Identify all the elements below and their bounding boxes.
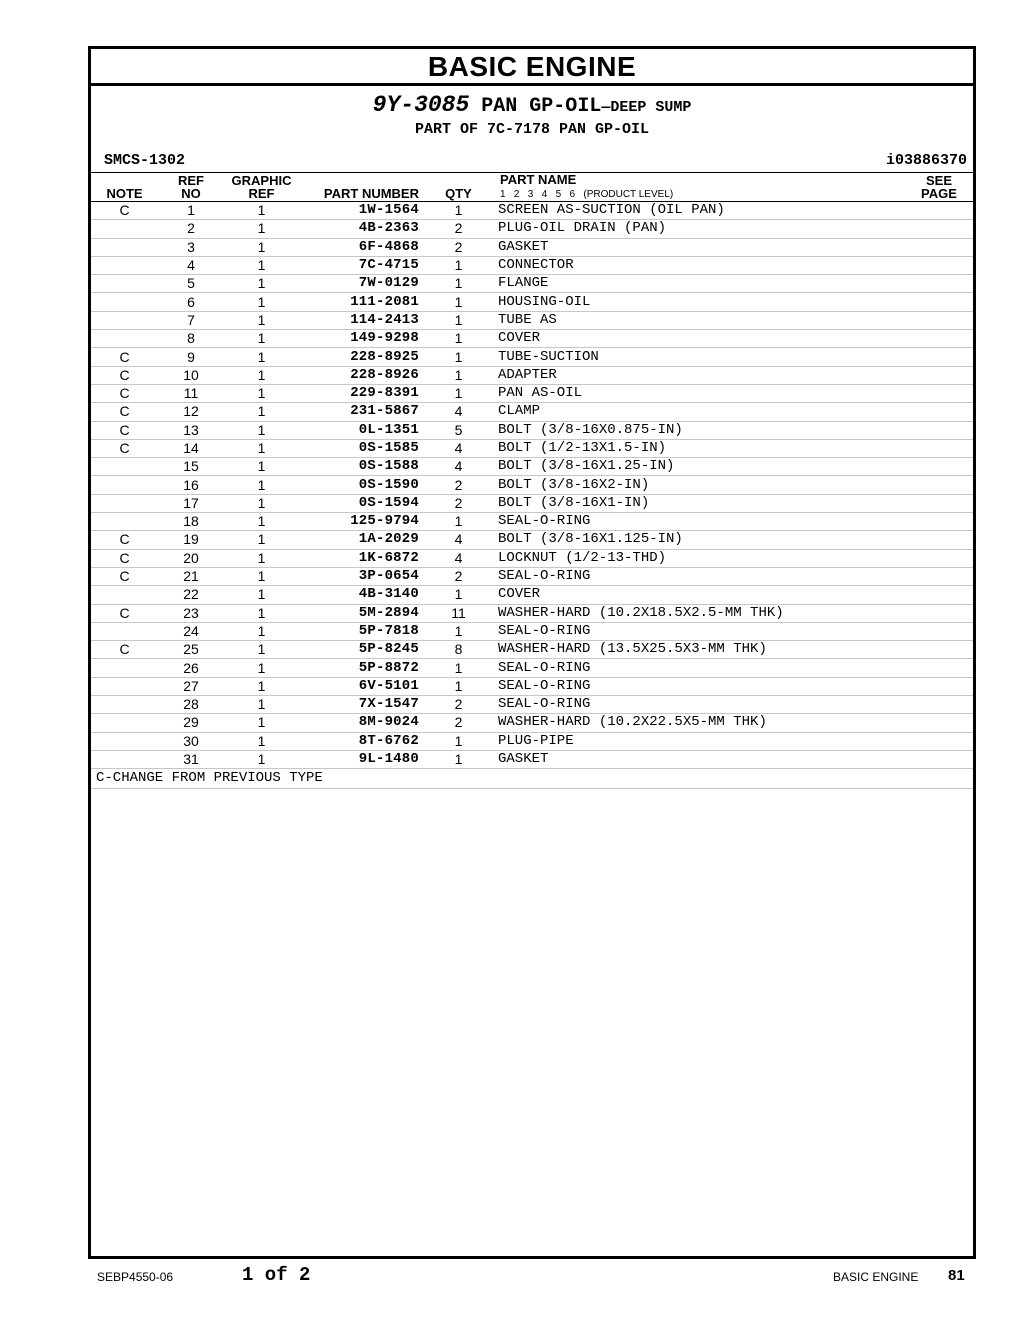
row-note: [91, 220, 158, 238]
group-suffix: —DEEP SUMP: [601, 99, 692, 116]
row-qty: 1: [419, 311, 498, 329]
col-graphic-ref-line2: REF: [248, 186, 275, 201]
row-note: [91, 750, 158, 768]
col-graphic-ref-line1: GRAPHIC: [231, 173, 292, 188]
row-ref-no: 31: [158, 750, 224, 768]
row-part-number: 231-5867: [299, 403, 419, 421]
row-ref-no: 22: [158, 586, 224, 604]
table-row: [91, 513, 973, 531]
row-ref-no: 4: [158, 256, 224, 274]
row-part-number: 1A-2029: [299, 531, 419, 549]
row-part-number: 8T-6762: [299, 732, 419, 750]
row-part-number: 228-8925: [299, 348, 419, 366]
row-note: C: [91, 348, 158, 366]
row-part-number: 0S-1590: [299, 476, 419, 494]
row-qty: 1: [419, 659, 498, 677]
row-ref-no: 5: [158, 275, 224, 293]
table-row: [91, 256, 973, 274]
table-row: [91, 348, 973, 366]
col-graphic-ref: [224, 174, 299, 200]
table-row: [91, 641, 973, 659]
row-qty: 1: [419, 732, 498, 750]
row-part-number: 0S-1594: [299, 494, 419, 512]
table-row: [91, 366, 973, 384]
row-ref-no: 30: [158, 732, 224, 750]
section-title-bar: [91, 49, 973, 86]
footer-doc-id: SEBP4550-06: [97, 1270, 174, 1284]
row-part-number: 7W-0129: [299, 275, 419, 293]
row-ref-no: 18: [158, 513, 224, 531]
col-note: NOTE: [106, 186, 143, 201]
row-part-name: BOLT (1/2-13X1.5-IN): [498, 439, 973, 457]
row-part-number: 5P-8872: [299, 659, 419, 677]
footer-section: BASIC ENGINE: [833, 1270, 919, 1284]
row-ref-no: 28: [158, 696, 224, 714]
row-ref-no: 6: [158, 293, 224, 311]
row-graphic-ref: 1: [224, 238, 299, 256]
row-graphic-ref: 1: [224, 677, 299, 695]
row-qty: 1: [419, 384, 498, 402]
row-part-number: 125-9794: [299, 513, 419, 531]
row-graphic-ref: 1: [224, 531, 299, 549]
row-part-number: 5P-8245: [299, 641, 419, 659]
row-part-name: BOLT (3/8-16X1-IN): [498, 494, 973, 512]
footnote: C-CHANGE FROM PREVIOUS TYPE: [91, 769, 973, 789]
row-part-number: 0S-1588: [299, 458, 419, 476]
row-qty: 1: [419, 275, 498, 293]
table-row: [91, 458, 973, 476]
group-part-name: PAN GP-OIL: [481, 95, 602, 118]
row-ref-no: 10: [158, 366, 224, 384]
row-qty: 2: [419, 238, 498, 256]
row-part-number: 4B-3140: [299, 586, 419, 604]
row-part-name: PLUG-OIL DRAIN (PAN): [498, 220, 973, 238]
table-row: [91, 549, 973, 567]
col-part-number: PART NUMBER: [323, 186, 419, 201]
row-part-name: GASKET: [498, 238, 973, 256]
row-part-number: 0S-1585: [299, 439, 419, 457]
row-part-name: WASHER-HARD (10.2X22.5X5-MM THK): [498, 714, 973, 732]
row-part-number: 1K-6872: [299, 549, 419, 567]
row-part-name: SEAL-O-RING: [498, 567, 973, 585]
table-row: [91, 586, 973, 604]
row-note: [91, 293, 158, 311]
table-row: [91, 403, 973, 421]
row-part-number: 3P-0654: [299, 567, 419, 585]
row-graphic-ref: 1: [224, 366, 299, 384]
table-row: [91, 330, 973, 348]
row-ref-no: 21: [158, 567, 224, 585]
row-ref-no: 29: [158, 714, 224, 732]
row-note: [91, 714, 158, 732]
row-part-name: WASHER-HARD (10.2X18.5X2.5-MM THK): [498, 604, 973, 622]
row-qty: 2: [419, 220, 498, 238]
table-row: [91, 732, 973, 750]
row-graphic-ref: 1: [224, 476, 299, 494]
row-note: C: [91, 403, 158, 421]
row-note: C: [91, 531, 158, 549]
row-graphic-ref: 1: [224, 421, 299, 439]
table-row: [91, 293, 973, 311]
row-part-name: CLAMP: [498, 403, 973, 421]
row-note: [91, 732, 158, 750]
table-row: [91, 659, 973, 677]
row-qty: 2: [419, 696, 498, 714]
row-note: [91, 476, 158, 494]
row-note: C: [91, 366, 158, 384]
row-note: [91, 238, 158, 256]
section-title: BASIC ENGINE: [427, 51, 637, 82]
row-graphic-ref: 1: [224, 696, 299, 714]
row-note: [91, 677, 158, 695]
row-graphic-ref: 1: [224, 220, 299, 238]
row-ref-no: 12: [158, 403, 224, 421]
row-ref-no: 16: [158, 476, 224, 494]
table-row: [91, 494, 973, 512]
row-qty: 1: [419, 750, 498, 768]
row-graphic-ref: 1: [224, 714, 299, 732]
row-part-name: BOLT (3/8-16X1.125-IN): [498, 531, 973, 549]
row-part-name: CONNECTOR: [498, 256, 973, 274]
row-graphic-ref: 1: [224, 622, 299, 640]
column-headers: [91, 173, 973, 202]
row-graphic-ref: 1: [224, 750, 299, 768]
row-qty: 11: [419, 604, 498, 622]
row-part-number: 9L-1480: [299, 750, 419, 768]
row-graphic-ref: 1: [224, 311, 299, 329]
row-graphic-ref: 1: [224, 275, 299, 293]
row-graphic-ref: 1: [224, 256, 299, 274]
row-part-number: 1W-1564: [299, 202, 419, 220]
row-qty: 2: [419, 494, 498, 512]
row-qty: 5: [419, 421, 498, 439]
col-see-page-line2: PAGE: [921, 186, 957, 201]
row-ref-no: 19: [158, 531, 224, 549]
table-row: [91, 202, 973, 220]
table-row: [91, 476, 973, 494]
table-row: [91, 238, 973, 256]
row-ref-no: 1: [158, 202, 224, 220]
row-part-name: LOCKNUT (1/2-13-THD): [498, 549, 973, 567]
row-qty: 2: [419, 714, 498, 732]
row-part-number: 111-2081: [299, 293, 419, 311]
row-note: [91, 622, 158, 640]
row-ref-no: 27: [158, 677, 224, 695]
row-qty: 1: [419, 330, 498, 348]
row-part-number: 6V-5101: [299, 677, 419, 695]
row-ref-no: 7: [158, 311, 224, 329]
row-ref-no: 9: [158, 348, 224, 366]
row-qty: 4: [419, 531, 498, 549]
footer-page-of: 1 of 2: [242, 1264, 311, 1286]
row-ref-no: 17: [158, 494, 224, 512]
col-ref-no-line1: REF: [178, 173, 204, 188]
row-part-name: SEAL-O-RING: [498, 622, 973, 640]
row-part-number: 7C-4715: [299, 256, 419, 274]
row-part-name: SEAL-O-RING: [498, 677, 973, 695]
row-ref-no: 3: [158, 238, 224, 256]
part-of-line: PART OF 7C-7178 PAN GP-OIL: [414, 121, 650, 138]
row-qty: 4: [419, 439, 498, 457]
table-row: [91, 622, 973, 640]
row-ref-no: 14: [158, 439, 224, 457]
row-qty: 2: [419, 476, 498, 494]
parts-list-frame: [88, 46, 976, 1259]
col-ref-no: [158, 174, 224, 200]
group-heading: [91, 86, 973, 150]
row-graphic-ref: 1: [224, 384, 299, 402]
page-footer: [0, 1262, 1020, 1292]
row-graphic-ref: 1: [224, 732, 299, 750]
row-graphic-ref: 1: [224, 202, 299, 220]
row-graphic-ref: 1: [224, 330, 299, 348]
row-graphic-ref: 1: [224, 567, 299, 585]
table-row: [91, 439, 973, 457]
table-row: [91, 421, 973, 439]
table-row: [91, 567, 973, 585]
row-part-number: 229-8391: [299, 384, 419, 402]
row-part-name: SEAL-O-RING: [498, 659, 973, 677]
row-note: [91, 586, 158, 604]
footer-page-number: 81: [948, 1267, 965, 1284]
row-part-name: FLANGE: [498, 275, 973, 293]
row-ref-no: 24: [158, 622, 224, 640]
group-title: [91, 86, 973, 121]
col-ref-no-line2: NO: [181, 186, 201, 201]
row-qty: 1: [419, 202, 498, 220]
row-note: [91, 330, 158, 348]
row-part-name: GASKET: [498, 750, 973, 768]
row-qty: 4: [419, 403, 498, 421]
col-qty: QTY: [445, 186, 472, 201]
row-part-name: COVER: [498, 330, 973, 348]
row-qty: 8: [419, 641, 498, 659]
row-note: [91, 696, 158, 714]
row-graphic-ref: 1: [224, 458, 299, 476]
table-row: [91, 604, 973, 622]
table-row: [91, 531, 973, 549]
row-ref-no: 23: [158, 604, 224, 622]
col-see-page: [911, 174, 967, 200]
col-part-name: [500, 173, 673, 201]
row-qty: 1: [419, 366, 498, 384]
row-part-number: 228-8926: [299, 366, 419, 384]
row-graphic-ref: 1: [224, 586, 299, 604]
row-qty: 1: [419, 586, 498, 604]
row-qty: 1: [419, 348, 498, 366]
row-note: [91, 494, 158, 512]
row-note: C: [91, 202, 158, 220]
row-note: C: [91, 604, 158, 622]
row-part-name: BOLT (3/8-16X2-IN): [498, 476, 973, 494]
row-part-name: BOLT (3/8-16X0.875-IN): [498, 421, 973, 439]
table-row: [91, 714, 973, 732]
row-qty: 1: [419, 622, 498, 640]
row-qty: 1: [419, 513, 498, 531]
row-qty: 1: [419, 256, 498, 274]
row-part-number: 7X-1547: [299, 696, 419, 714]
row-part-name: ADAPTER: [498, 366, 973, 384]
row-note: [91, 659, 158, 677]
row-part-name: TUBE-SUCTION: [498, 348, 973, 366]
row-note: C: [91, 439, 158, 457]
illustration-id: i03886370: [885, 152, 967, 169]
row-note: C: [91, 641, 158, 659]
row-qty: 1: [419, 293, 498, 311]
row-part-name: WASHER-HARD (13.5X25.5X3-MM THK): [498, 641, 973, 659]
row-part-number: 114-2413: [299, 311, 419, 329]
smcs-row: [91, 150, 973, 173]
row-part-number: 0L-1351: [299, 421, 419, 439]
row-part-name: PAN AS-OIL: [498, 384, 973, 402]
row-note: [91, 458, 158, 476]
parts-table: [91, 202, 973, 769]
row-qty: 1: [419, 677, 498, 695]
row-part-number: 5M-2894: [299, 604, 419, 622]
row-ref-no: 11: [158, 384, 224, 402]
row-part-name: PLUG-PIPE: [498, 732, 973, 750]
row-part-number: 8M-9024: [299, 714, 419, 732]
row-note: [91, 513, 158, 531]
row-part-name: HOUSING-OIL: [498, 293, 973, 311]
parts-table-body: [91, 202, 973, 769]
table-row: [91, 311, 973, 329]
row-ref-no: 26: [158, 659, 224, 677]
col-part-name-label: PART NAME: [500, 172, 577, 187]
row-part-name: SEAL-O-RING: [498, 696, 973, 714]
row-graphic-ref: 1: [224, 494, 299, 512]
row-ref-no: 25: [158, 641, 224, 659]
col-see-page-line1: SEE: [925, 173, 952, 188]
row-part-name: SCREEN AS-SUCTION (OIL PAN): [498, 202, 973, 220]
table-row: [91, 696, 973, 714]
row-part-name: TUBE AS: [498, 311, 973, 329]
table-row: [91, 750, 973, 768]
row-part-name: BOLT (3/8-16X1.25-IN): [498, 458, 973, 476]
row-note: [91, 275, 158, 293]
row-note: C: [91, 549, 158, 567]
row-graphic-ref: 1: [224, 439, 299, 457]
row-note: C: [91, 567, 158, 585]
row-part-name: SEAL-O-RING: [498, 513, 973, 531]
row-ref-no: 13: [158, 421, 224, 439]
table-row: [91, 220, 973, 238]
row-part-name: COVER: [498, 586, 973, 604]
smcs-code: SMCS-1302: [104, 152, 186, 169]
row-part-number: 4B-2363: [299, 220, 419, 238]
table-row: [91, 384, 973, 402]
row-graphic-ref: 1: [224, 513, 299, 531]
row-note: C: [91, 421, 158, 439]
row-part-number: 6F-4868: [299, 238, 419, 256]
group-part-number: 9Y-3085: [372, 92, 470, 118]
row-ref-no: 2: [158, 220, 224, 238]
col-product-levels: 1 2 3 4 5 6 (PRODUCT LEVEL): [500, 189, 674, 200]
row-note: C: [91, 384, 158, 402]
row-graphic-ref: 1: [224, 293, 299, 311]
row-ref-no: 15: [158, 458, 224, 476]
row-graphic-ref: 1: [224, 641, 299, 659]
row-qty: 4: [419, 549, 498, 567]
table-row: [91, 275, 973, 293]
row-ref-no: 8: [158, 330, 224, 348]
table-row: [91, 677, 973, 695]
row-graphic-ref: 1: [224, 403, 299, 421]
row-part-number: 5P-7818: [299, 622, 419, 640]
row-qty: 2: [419, 567, 498, 585]
row-graphic-ref: 1: [224, 348, 299, 366]
row-part-number: 149-9298: [299, 330, 419, 348]
row-graphic-ref: 1: [224, 549, 299, 567]
row-ref-no: 20: [158, 549, 224, 567]
row-graphic-ref: 1: [224, 659, 299, 677]
row-graphic-ref: 1: [224, 604, 299, 622]
row-note: [91, 311, 158, 329]
row-qty: 4: [419, 458, 498, 476]
row-note: [91, 256, 158, 274]
